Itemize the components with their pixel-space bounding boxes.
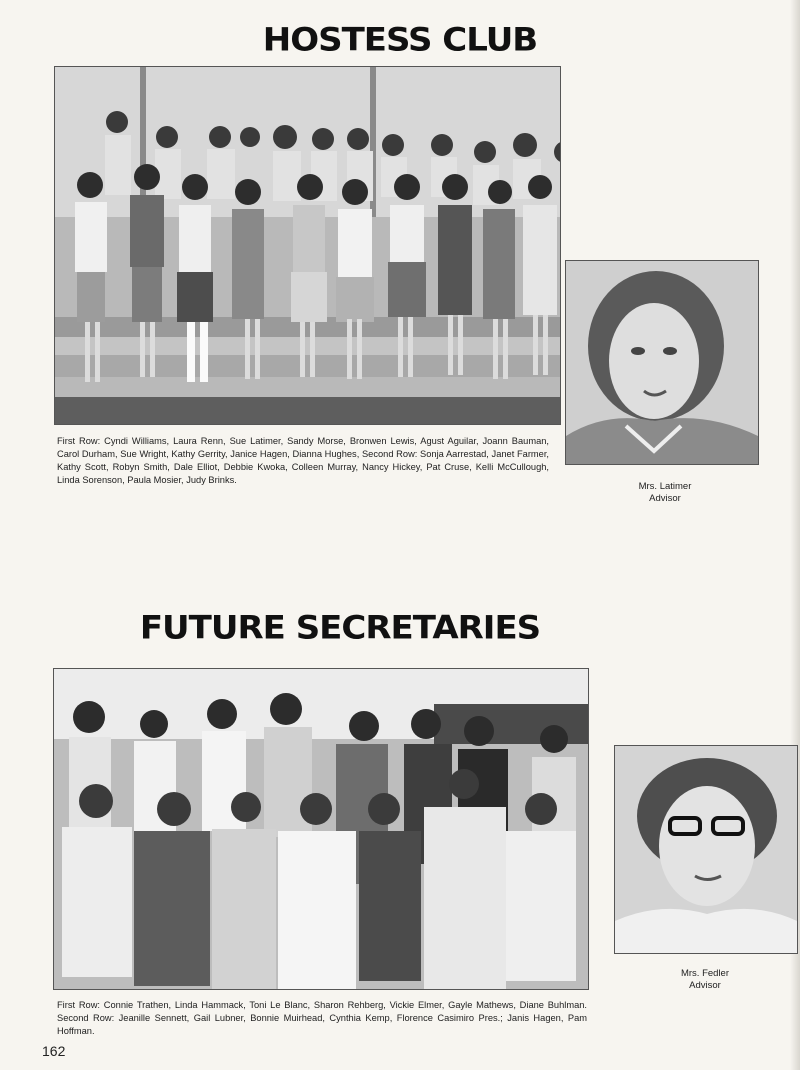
page-number: 162 xyxy=(42,1043,66,1059)
mrs-latimer-portrait xyxy=(565,260,759,465)
future-secretaries-group-photo xyxy=(53,668,589,990)
hostess-club-caption: First Row: Cyndi Williams, Laura Renn, Sue Latimer, Sandy Morse, Bronwen Lewis, Agust Aguilar, Joann Bauman, Carol Durham, Sue Wright, Kathy Gerrity, Janice Hagen, Dianna Hughes, Second Row: Sonja Aarrestad, Janet Farmer, Kathy Scott, Robyn Smith, Dale Elliot, Debbie Kwoka, Colleen Murray, Nancy Hickey, Pat Cruse, Kelli McCullough, Linda Sorenson, Paula Mosier, Judy Brinks. xyxy=(57,436,549,485)
hostess-club-group-photo xyxy=(54,66,561,425)
hostess-advisor-label xyxy=(605,481,725,505)
hostess-advisor-role: Advisor xyxy=(649,493,681,504)
secretaries-advisor-role: Advisor xyxy=(689,980,721,991)
mrs-fedler-portrait xyxy=(614,745,798,954)
hostess-advisor-name: Mrs. Latimer xyxy=(638,481,692,492)
future-secretaries-title: FUTURE SECRETARIES xyxy=(139,609,541,647)
secretaries-advisor-name: Mrs. Fedler xyxy=(680,968,730,979)
secretaries-advisor-label xyxy=(645,968,765,992)
future-secretaries-caption: First Row: Connie Trathen, Linda Hammack, Toni Le Blanc, Sharon Rehberg, Vickie Elmer, Gayle Mathews, Diane Buhlman. Second Row: Jeanille Sennett, Gail Lubner, Bonnie Muirhead, Cynthia Kemp, Florence Casimiro Pres.; Janis Hagen, Pam Hoffman. xyxy=(57,1000,587,1036)
hostess-club-title: HOSTESS CLUB xyxy=(262,21,538,59)
